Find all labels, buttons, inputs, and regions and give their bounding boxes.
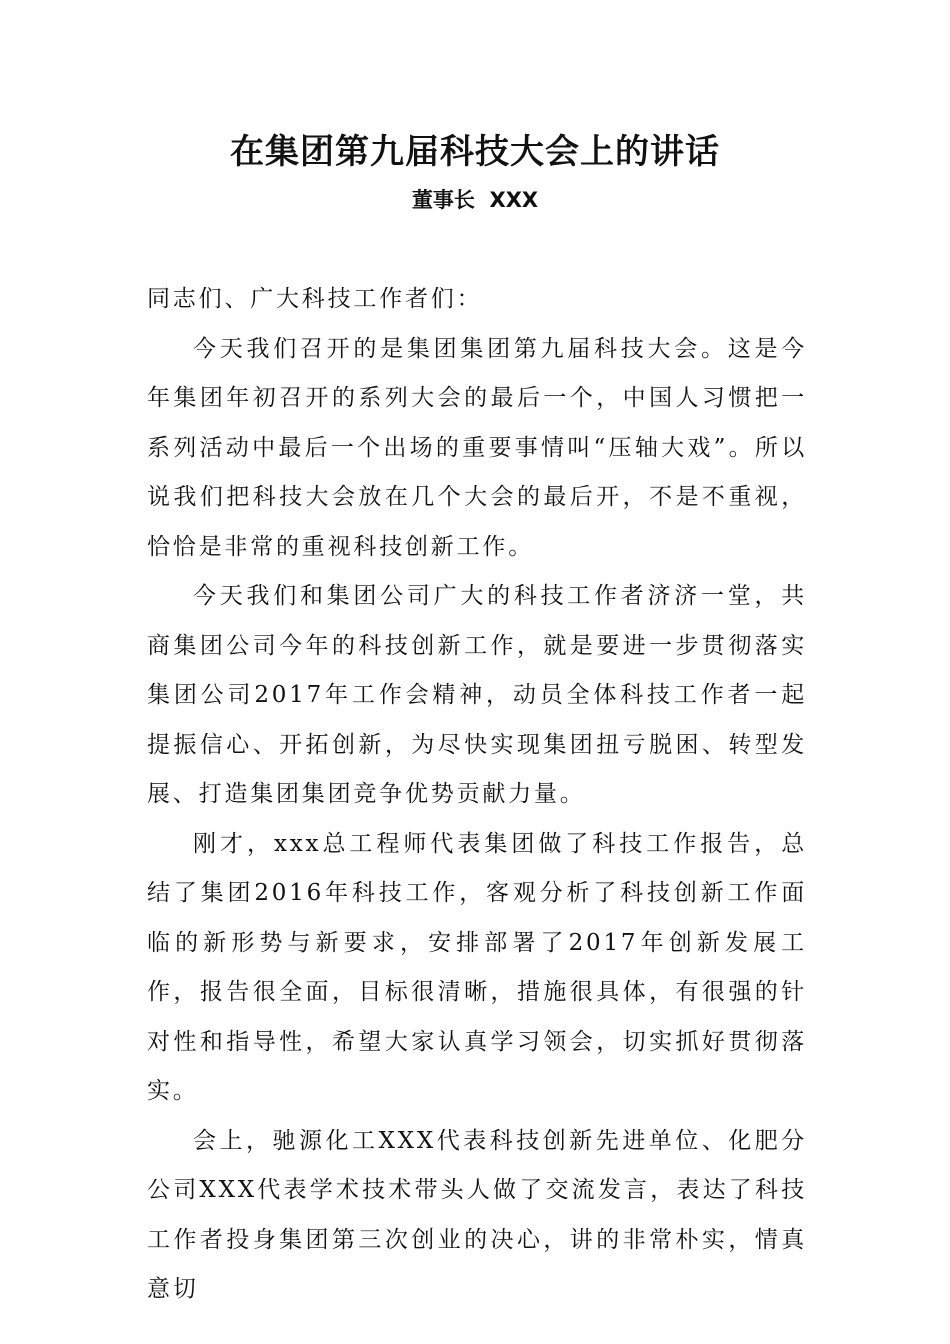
paragraph-3: 刚才，xxx总工程师代表集团做了科技工作报告，总结了集团2016年科技工作，客观分析了科技创新工作面临的新形势与新要求，安排部署了2017年创新发展工作，报告很全面，目标很清晰，措施很具体，有很强的针对性和指导性，希望大家认真学习领会，切实抓好贯彻落实。: [147, 830, 807, 1104]
paragraph-2: 今天我们和集团公司广大的科技工作者济济一堂，共商集团公司今年的科技创新工作，就是要进一步贯彻落实集团公司2017年工作会精神，动员全体科技工作者一起提振信心、开拓创新，为尽快实现集团扭亏脱困、转型发展、打造集团集团竞争优势贡献力量。: [147, 583, 807, 807]
paragraph-4: 会上，驰源化工XXX代表科技创新先进单位、化肥分公司XXX代表学术技术带头人做了交流发言，表达了科技工作者投身集团第三次创业的决心，讲的非常朴实，情真意切: [147, 1127, 807, 1302]
salutation: 同志们、广大科技工作者们：: [147, 286, 483, 312]
document-body: [147, 275, 807, 1315]
paragraph-1: 今天我们召开的是集团集团第九届科技大会。这是今年集团年初召开的系列大会的最后一个，中国人习惯把一系列活动中最后一个出场的重要事情叫“压轴大戏”。所以说我们把科技大会放在几个大会的最后开，不是不重视，恰恰是非常的重视科技创新工作。: [147, 335, 807, 560]
document-title: 在集团第九届科技大会上的讲话: [230, 132, 720, 172]
author-line: 董事长 XXX: [411, 188, 539, 212]
